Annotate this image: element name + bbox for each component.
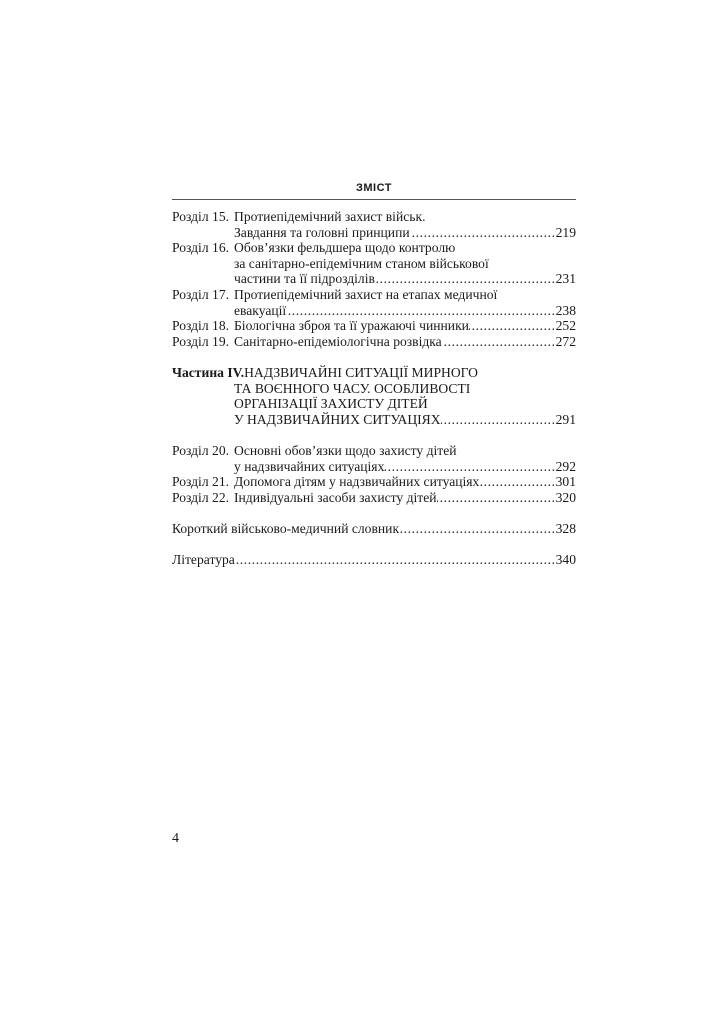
- toc-entry[interactable]: [172, 490, 576, 506]
- toc-entry-title: НАДЗВИЧАЙНІ СИТУАЦІЇ МИРНОГО: [244, 364, 478, 380]
- spacer: [172, 505, 576, 521]
- toc-page-number: 340: [555, 552, 576, 568]
- toc-entry-title: евакуації: [234, 302, 287, 318]
- toc-line: [234, 225, 576, 241]
- toc-entry-glossary[interactable]: [172, 521, 576, 537]
- toc-line: [234, 412, 576, 428]
- toc-line: [234, 459, 576, 475]
- toc-entry-title: за санітарно-епідемічним станом військової: [234, 255, 489, 271]
- toc-entry-title: Завдання та головні принципи: [234, 224, 410, 240]
- toc-line: [172, 365, 576, 381]
- toc-entry-prefix: Розділ 20.: [172, 442, 230, 458]
- dot-leader: [286, 303, 555, 319]
- toc-entry-title: У НАДЗВИЧАЙНИХ СИТУАЦІЯХ: [234, 411, 441, 427]
- dot-leader: [399, 521, 556, 537]
- page-number: 4: [172, 831, 179, 846]
- toc-line: [234, 303, 576, 319]
- toc-entry-title: ОРГАНІЗАЦІЇ ЗАХИСТУ ДІТЕЙ: [234, 396, 428, 412]
- dot-leader: [469, 318, 556, 334]
- toc-entry-prefix: Розділ 17.: [172, 286, 230, 302]
- toc-entry-prefix: Розділ 15.: [172, 209, 230, 224]
- spacer: [172, 349, 576, 365]
- toc-line: [172, 474, 576, 490]
- toc-entry[interactable]: [172, 209, 576, 240]
- toc-page-number: 219: [555, 224, 576, 240]
- toc-entry-title: Література: [172, 552, 235, 568]
- toc-page-number: 320: [555, 489, 576, 505]
- toc-line: [234, 271, 576, 287]
- toc-entry-title: ТА ВОЄННОГО ЧАСУ. ОСОБЛИВОСТІ: [234, 380, 471, 396]
- toc-entry-prefix: Розділ 19.: [172, 333, 230, 349]
- toc-line: [234, 256, 576, 272]
- toc-entry[interactable]: [172, 334, 576, 350]
- toc-entry-title: Короткий військово-медичний словник: [172, 520, 400, 536]
- toc-line: [172, 443, 576, 459]
- toc-page-number: 301: [555, 474, 576, 490]
- toc-entry-title: Протиепідемічний захист на етапах медичної: [234, 286, 498, 302]
- toc-entry-title: Протиепідемічний захист військ.: [234, 209, 426, 224]
- toc-entry[interactable]: [172, 287, 576, 318]
- toc-line: [172, 209, 576, 225]
- toc-entry[interactable]: [172, 240, 576, 287]
- toc-line: [234, 396, 576, 412]
- toc-page-number: 252: [555, 318, 576, 334]
- toc-line: [172, 318, 576, 334]
- dot-leader: [442, 334, 556, 350]
- spacer: [172, 536, 576, 552]
- toc-entry-prefix: Розділ 21.: [172, 474, 230, 490]
- dot-leader: [479, 474, 555, 490]
- toc-page-number: 292: [555, 458, 576, 474]
- toc-entry-title: Допомога дітям у надзвичайних ситуаціях: [234, 474, 480, 490]
- header-rule: [172, 199, 576, 200]
- toc-page-number: 231: [555, 271, 576, 287]
- toc-entry-title: Обов’язки фельдшера щодо контролю: [234, 240, 456, 256]
- toc-entry-title: Основні обов’язки щодо захисту дітей: [234, 442, 457, 458]
- toc-entry-title: Санітарно-епідеміологічна розвідка: [234, 333, 442, 349]
- toc-page-number: 291: [555, 411, 576, 427]
- toc-entry-prefix: Розділ 16.: [172, 240, 230, 256]
- toc-entry-title: у надзвичайних ситуаціях: [234, 458, 385, 474]
- dot-leader: [375, 271, 556, 287]
- toc-line: [172, 334, 576, 350]
- dot-leader: [384, 459, 555, 475]
- toc-entry-literature[interactable]: [172, 552, 576, 568]
- toc-line: [234, 381, 576, 397]
- toc-page-number: 238: [555, 302, 576, 318]
- dot-leader: [437, 490, 556, 506]
- dot-leader: [441, 412, 556, 428]
- toc-page-number: 272: [555, 333, 576, 349]
- toc-entry-prefix: Частина IV.: [172, 364, 245, 380]
- toc-heading: ЗМІСТ: [356, 182, 392, 194]
- dot-leader: [410, 225, 556, 241]
- toc-entry[interactable]: [172, 474, 576, 490]
- toc-line: [172, 240, 576, 256]
- toc-entry-prefix: Розділ 22.: [172, 489, 230, 505]
- table-of-contents: [172, 209, 576, 568]
- toc-entry[interactable]: [172, 443, 576, 474]
- toc-entry[interactable]: [172, 318, 576, 334]
- toc-entry-prefix: Розділ 18.: [172, 318, 230, 334]
- toc-entry-title: частини та її підрозділів: [234, 271, 375, 287]
- dot-leader: [235, 552, 556, 568]
- toc-part-entry[interactable]: [172, 365, 576, 427]
- toc-line: [172, 490, 576, 506]
- toc-entry-title: Індивідуальні засоби захисту дітей: [234, 489, 437, 505]
- toc-line: [172, 287, 576, 303]
- toc-entry-title: Біологічна зброя та її уражаючі чинники: [234, 318, 469, 334]
- toc-page-number: 328: [555, 520, 576, 536]
- spacer: [172, 427, 576, 443]
